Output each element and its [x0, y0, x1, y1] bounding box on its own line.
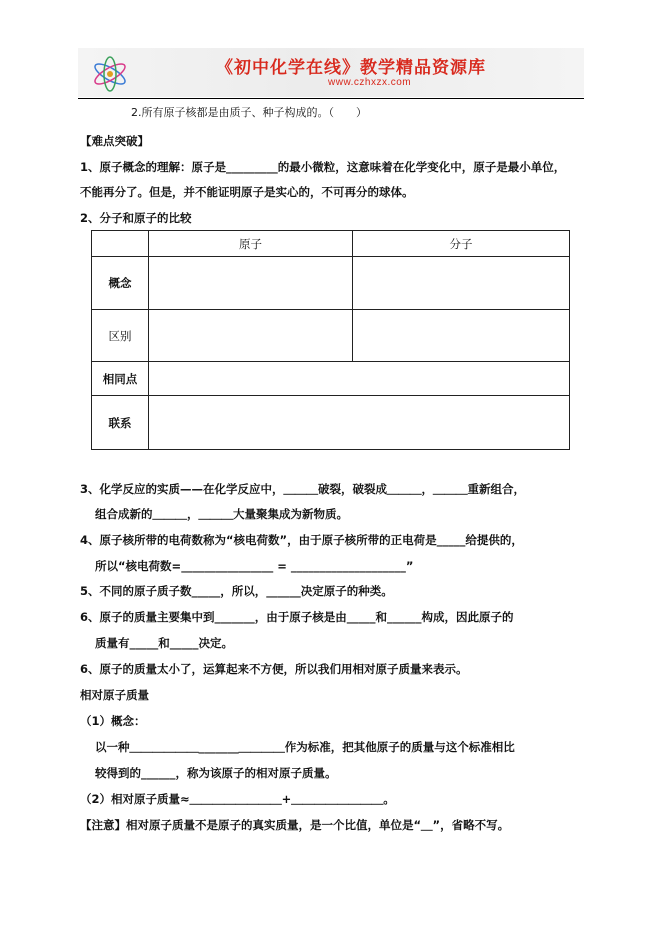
- table-cell: [149, 362, 570, 396]
- banner-url: www.czhxzx.com: [328, 77, 412, 88]
- table-corner: [92, 231, 149, 257]
- table-cell: [149, 257, 353, 310]
- table-head-atom: 原子: [149, 231, 353, 257]
- subheading-concept: （1）概念：: [80, 714, 146, 728]
- para-concept-def: 以一种＿＿＿＿＿＿_______＿＿＿＿作为标准，把其他原子的质量与这个标准相比: [95, 740, 515, 754]
- para-atom-concept-2: 不能再分了。但是，并不能证明原子是实心的，不可再分的球体。: [80, 185, 414, 199]
- table-cell: [353, 257, 570, 310]
- table-row-common: 相同点: [92, 362, 149, 396]
- heading-comparison: 2、分子和原子的比较: [80, 211, 192, 225]
- para-atom-mass-2: 质量有_____和_____决定。: [95, 636, 233, 650]
- para-atom-concept: 1、原子概念的理解：原子是_________的最小微粒，这意味着在化学变化中，原子是最小单位，: [80, 160, 566, 174]
- table-head-molecule: 分子: [353, 231, 570, 257]
- table-row-difference: 区别: [92, 310, 149, 362]
- para-atom-mass: 6、原子的质量主要集中到_______，由于原子核是由_____和______构成，因此原子的: [80, 610, 514, 624]
- header-banner: [78, 48, 584, 97]
- para-reaction-essence-2: 组合成新的＿＿＿，＿＿＿大量聚集成为新物质。: [95, 507, 348, 521]
- para-reaction-essence: 3、化学反应的实质——在化学反应中，＿＿＿破裂，破裂成＿＿＿，＿＿＿重新组合，: [80, 482, 525, 496]
- header-rule: [78, 98, 584, 99]
- section-heading-difficulty: 【难点突破】: [80, 134, 149, 148]
- para-nuclear-charge: 4、原子核所带的电荷数称为“核电荷数”，由于原子核所带的正电荷是_____给提供的，: [80, 533, 523, 547]
- table-cell: [353, 310, 570, 362]
- para-note: 【注意】相对原子质量不是原子的真实质量，是一个比值，单位是“＿”，省略不写。: [80, 818, 510, 832]
- comparison-table: [91, 230, 570, 450]
- table-row-concept: 概念: [92, 257, 149, 310]
- banner-title: 《初中化学在线》教学精品资源库: [216, 58, 486, 78]
- question-2: 2.所有原子核都是由质子、种子构成的。（ ）: [131, 106, 367, 119]
- para-nuclear-charge-2: 所以“核电荷数=________________ = ____________________”: [95, 559, 414, 573]
- para-formula: （2）相对原子质量≈＿＿＿＿＿＿＿＿+＿＿＿＿＿＿＿＿。: [80, 792, 395, 806]
- atom-logo-icon: [90, 54, 130, 94]
- table-row-relation: 联系: [92, 396, 149, 450]
- para-concept-def-2: 较得到的______，称为该原子的相对原子质量。: [95, 766, 337, 780]
- heading-relative-atomic-mass: 相对原子质量: [80, 688, 149, 702]
- para-relative-mass-intro: 6、原子的质量太小了，运算起来不方便，所以我们用相对原子质量来表示。: [80, 662, 468, 676]
- table-cell: [149, 310, 353, 362]
- table-cell: [149, 396, 570, 450]
- para-proton-number: 5、不同的原子质子数_____，所以，______决定原子的种类。: [80, 584, 393, 598]
